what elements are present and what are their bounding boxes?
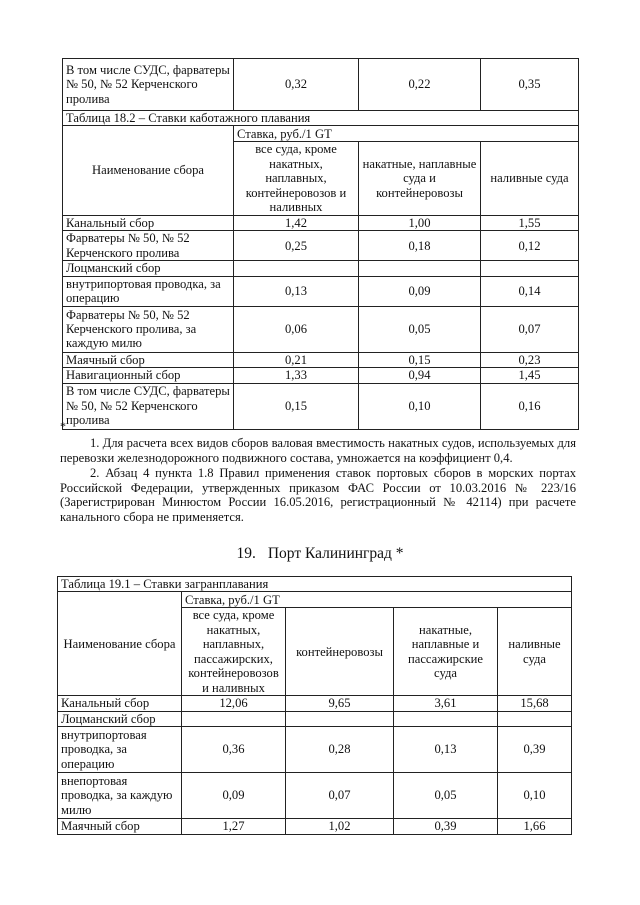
header-rate: Ставка, руб./1 GT (182, 592, 572, 608)
rate-value: 0,28 (286, 727, 394, 773)
rate-value (286, 711, 394, 726)
rate-value: 1,45 (481, 368, 579, 383)
rate-value: 0,15 (359, 352, 481, 367)
rate-value: 1,55 (481, 215, 579, 230)
column-header: накатные, наплавные суда и контейнеровозы (359, 142, 481, 215)
rate-value: 0,14 (481, 276, 579, 306)
rate-value: 0,36 (182, 727, 286, 773)
fee-name: Лоцманский сбор (58, 711, 182, 726)
fee-name: Навигационный сбор (63, 368, 234, 383)
rate-value: 0,05 (394, 773, 498, 819)
rate-value: 0,07 (481, 306, 579, 352)
rate-value: 0,07 (286, 773, 394, 819)
section-title: Порт Калининград * (267, 545, 404, 562)
fee-name: Канальный сбор (58, 696, 182, 711)
rate-value: 0,21 (234, 352, 359, 367)
column-header: контейнеровозы (286, 608, 394, 696)
rate-value: 3,61 (394, 696, 498, 711)
rate-value: 1,27 (182, 819, 286, 835)
rate-value: 0,94 (359, 368, 481, 383)
rate-value: 0,32 (234, 59, 359, 111)
rate-value (182, 711, 286, 726)
fee-name: Фарватеры № 50, № 52 Керченского пролива (63, 231, 234, 261)
fee-name: Лоцманский сбор (63, 261, 234, 276)
rate-value: 0,13 (394, 727, 498, 773)
rate-value (359, 261, 481, 276)
table-row (63, 306, 579, 352)
column-header: накатные, наплавные и пассажирские суда (394, 608, 498, 696)
rate-value (394, 711, 498, 726)
rate-value: 0,10 (359, 383, 481, 429)
rate-value: 0,22 (359, 59, 481, 111)
table-row (63, 59, 579, 111)
fee-name: Маячный сбор (58, 819, 182, 835)
table-18-2 (62, 58, 579, 430)
table-row (63, 215, 579, 230)
table-row (63, 261, 579, 276)
rate-value: 0,25 (234, 231, 359, 261)
rate-value: 0,16 (481, 383, 579, 429)
table-row (63, 383, 579, 429)
table-row (63, 368, 579, 383)
table-caption-row (63, 111, 579, 126)
footnote-item: 2. Абзац 4 пункта 1.8 Правил применения ставок портовых сборов в морских портах Российской Федерации, утвержденных приказом ФАС России от 10.03.2016 № 223/16 (Зарегистрирован Минюстом России 16.05.2016, регистрационный № 42114) при расчете канального сбора не применяется. (60, 465, 576, 525)
footnote-marker: * (60, 419, 66, 433)
table-row (58, 773, 572, 819)
rate-value: 0,09 (182, 773, 286, 819)
rate-value: 0,15 (234, 383, 359, 429)
rate-value (481, 261, 579, 276)
rate-value: 0,35 (481, 59, 579, 111)
rate-value: 0,10 (498, 773, 572, 819)
header-fee-name: Наименование сбора (63, 126, 234, 215)
fee-name: В том числе СУДС, фарватеры № 50, № 52 Керченского пролива (63, 383, 234, 429)
table-caption: Таблица 19.1 – Ставки загранплавания (58, 577, 572, 592)
rate-value (234, 261, 359, 276)
rate-value: 0,18 (359, 231, 481, 261)
rate-value: 0,06 (234, 306, 359, 352)
rate-value (498, 711, 572, 726)
table-header-row (63, 126, 579, 142)
table-header-row (58, 592, 572, 608)
footnotes (60, 436, 576, 525)
rate-value: 1,33 (234, 368, 359, 383)
rate-value: 0,39 (394, 819, 498, 835)
rate-value: 0,12 (481, 231, 579, 261)
fee-name: внепортовая проводка, за каждую милю (58, 773, 182, 819)
column-header: наливные суда (498, 608, 572, 696)
section-heading (0, 545, 640, 563)
table-row (58, 727, 572, 773)
rate-value: 1,42 (234, 215, 359, 230)
rate-value: 1,66 (498, 819, 572, 835)
table-row (58, 711, 572, 726)
fee-name: Фарватеры № 50, № 52 Керченского пролива, за каждую милю (63, 306, 234, 352)
rate-value: 15,68 (498, 696, 572, 711)
rate-value: 0,39 (498, 727, 572, 773)
table-row (63, 276, 579, 306)
header-rate: Ставка, руб./1 GT (234, 126, 579, 142)
fee-name: Маячный сбор (63, 352, 234, 367)
fee-name: внутрипортовая проводка, за операцию (58, 727, 182, 773)
rate-value: 9,65 (286, 696, 394, 711)
rate-value: 0,05 (359, 306, 481, 352)
table-row (63, 352, 579, 367)
column-header: все суда, кроме накатных, наплавных, пассажирских, контейнеровозов и наливных (182, 608, 286, 696)
rate-value: 0,13 (234, 276, 359, 306)
rate-value: 1,00 (359, 215, 481, 230)
rate-value: 0,23 (481, 352, 579, 367)
header-fee-name: Наименование сбора (58, 592, 182, 696)
column-header: все суда, кроме накатных, наплавных, контейнеровозов и наливных (234, 142, 359, 215)
fee-name: Канальный сбор (63, 215, 234, 230)
fee-name: В том числе СУДС, фарватеры № 50, № 52 Керченского пролива (63, 59, 234, 111)
table-row (58, 696, 572, 711)
table-caption-row (58, 577, 572, 592)
table-row (63, 231, 579, 261)
rate-value: 0,09 (359, 276, 481, 306)
table-row (58, 819, 572, 835)
column-header: наливные суда (481, 142, 579, 215)
fee-name: внутрипортовая проводка, за операцию (63, 276, 234, 306)
rate-value: 12,06 (182, 696, 286, 711)
footnote-item: 1. Для расчета всех видов сборов валовая вместимость накатных судов, используемых для перевозки железнодорожного подвижного состава, умножается на коэффициент 0,4. (60, 436, 576, 465)
table-caption: Таблица 18.2 – Ставки каботажного плавания (63, 111, 579, 126)
section-number: 19. (236, 545, 256, 562)
table-19-1 (57, 576, 572, 835)
rate-value: 1,02 (286, 819, 394, 835)
